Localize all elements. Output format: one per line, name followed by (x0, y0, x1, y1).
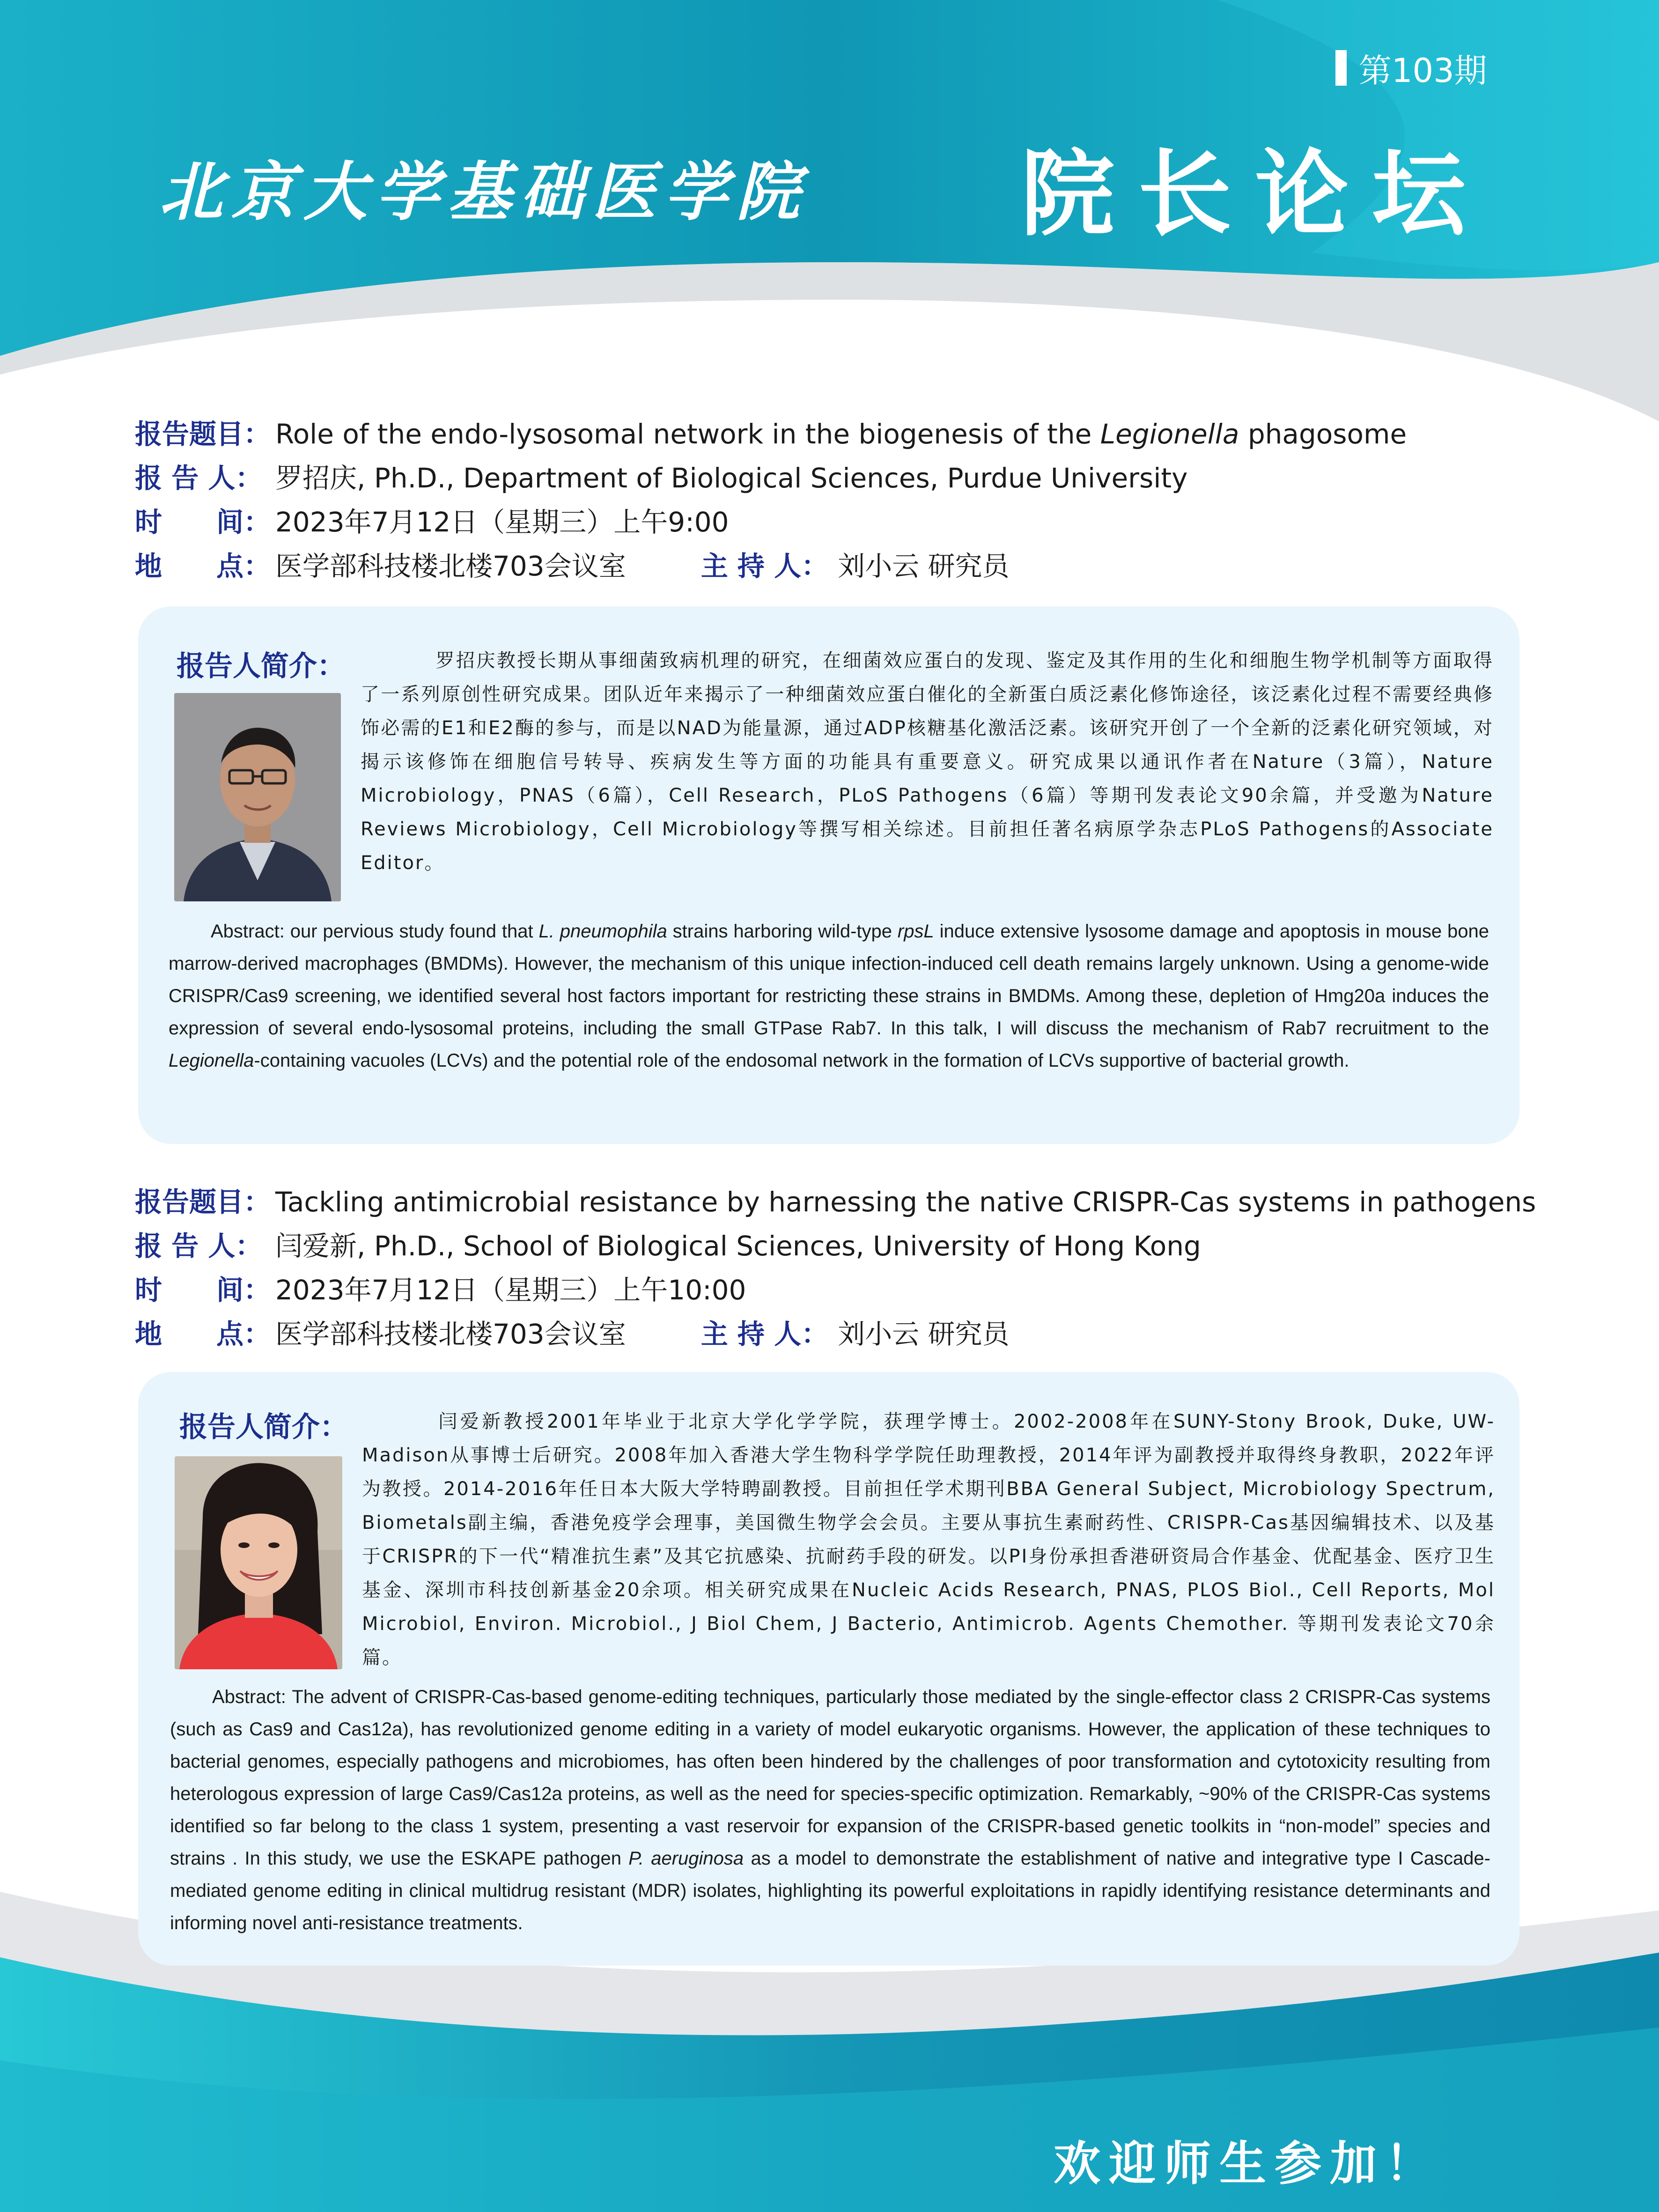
talk-2-host: 刘小云 研究员 (838, 1318, 1010, 1350)
talk-2-topic: Tackling antimicrobial resistance by harnessing the native CRISPR-Cas systems in pathogens (275, 1186, 1536, 1218)
talk-1-topic: Role of the endo-lysosomal network in the biogenesis of the Legionella phagosome (275, 418, 1407, 450)
talk-1-abstract: Abstract: our pervious study found that L. pneumophila strains harboring wild-type rpsL induce extensive lysosome damage and apoptosis in mouse bone marrow-derived macrophages (BMDMs). However, the mechanism of this unique infection-induced cell death remains largely unknown. Using a genome-wide CRISPR/Cas9 screening, we identified several host factors important for restricting these strains in BMDMs. Among these, depletion of Hmg20a induces the expression of several endo-lysosomal proteins, including the small GTPase Rab7. In this talk, I will discuss the mechanism of Rab7 recruitment to the Legionella-containing vacuoles (LCVs) and the potential role of the endosomal network in the formation of LCVs supportive of bacterial growth. (169, 921, 1489, 1071)
issue-bar-decoration (1335, 50, 1347, 86)
topic-label: 报告题目： (135, 1186, 271, 1218)
talk-2-bio-panel (138, 1372, 1519, 1966)
bio-label: 报告人简介： (177, 650, 345, 683)
topic-label: 报告题目： (135, 418, 271, 450)
talk-2-topic-line (135, 1180, 1536, 1224)
talk-2-abstract: Abstract: The advent of CRISPR-Cas-based genome-editing techniques, particularly those mediated by the single-effector class 2 CRISPR-Cas systems (such as Cas9 and Cas12a), has revolutionized genome editing in a variety of model eukaryotic organisms. However, the application of these techniques to bacterial genomes, especially pathogens and microbiomes, has often been hindered by the challenges of poor transformation and cytotoxicity resulting from heterologous expression of large Cas9/Cas12a proteins, as well as the need for species-specific optimization. Remarkably, ~90% of the CRISPR-Cas systems identified so far belong to the class 1 system, presenting a vast reservoir for expansion of the CRISPR-based genetic toolkits in “non-model” species and strains . In this study, we use the ESKAPE pathogen P. aeruginosa as a model to demonstrate the establishment of native and integrative type I Cascade-mediated genome editing in clinical multidrug resistant (MDR) isolates, highlighting its powerful exploitations in rapidly identifying resistance determinants and informing novel anti-resistance treatments. (170, 1687, 1490, 1933)
talk-1-place-line (135, 544, 1407, 588)
host-label: 主 持 人： (700, 550, 829, 582)
speaker-label: 报 告 人： (135, 462, 263, 494)
talk-2-speaker-line (135, 1224, 1536, 1268)
place-label: 地 点： (135, 1318, 271, 1350)
talk-2-place: 医学部科技楼北楼703会议室 (275, 1318, 626, 1350)
talk-1-bio-panel (138, 606, 1519, 1144)
speaker-1-bio: 罗招庆教授长期从事细菌致病机理的研究，在细菌效应蛋白的发现、鉴定及其作用的生化和细胞生物学机制等方面取得了一系列原创性研究成果。团队近年来揭示了一种细菌效应蛋白催化的全新蛋白质泛素化修饰途径，该泛素化过程不需要经典修饰必需的E1和E2酶的参与，而是以NAD为能量源，通过ADP核糖基化激活泛素。该研究开创了一个全新的泛素化研究领域，对揭示该修饰在细胞信号转导、疾病发生等方面的功能具有重要意义。研究成果以通讯作者在Nature（3篇），Nature Microbiology，PNAS（6篇），Cell Research，PLoS Pathogens（6篇）等期刊发表论文90余篇，并受邀为Nature Reviews Microbiology，Cell Microbiology等撰写相关综述。目前担任著名病原学杂志PLoS Pathogens的Associate Editor。 (361, 650, 1494, 874)
speaker-1-photo (174, 693, 341, 901)
place-label: 地 点： (135, 550, 271, 582)
speaker-2-bio: 闫爱新教授2001年毕业于北京大学化学学院，获理学博士。2002-2008年在SUNY-Stony Brook, Duke, UW-Madison从事博士后研究。2008年加入香港大学生物科学学院任助理教授，2014年评为副教授并取得终身教职，2022年评为教授。2014-2016年任日本大阪大学特聘副教授。目前担任学术期刊BBA General Subject, Microbiology Spectrum, Biometals副主编，香港免疫学会理事，美国微生物学会会员。主要从事抗生素耐药性、CRISPR-Cas基因编辑技术、以及基于CRISPR的下一代“精准抗生素”及其它抗感染、抗耐药手段的研发。以PI身份承担香港研资局合作基金、优配基金、医疗卫生基金、深圳市科技创新基金20余项。相关研究成果在Nucleic Acids Research, PNAS, PLOS Biol., Cell Reports, Mol Microbiol, Environ. Microbiol., J Biol Chem, J Bacterio, Antimicrob. Agents Chemother. 等期刊发表论文70余篇。 (362, 1411, 1495, 1668)
talk-2-info (135, 1180, 1536, 1356)
talk-1-host: 刘小云 研究员 (838, 550, 1010, 582)
talk-1-info (135, 412, 1407, 588)
talk-1-place: 医学部科技楼北楼703会议室 (275, 550, 626, 582)
issue-number: 第103期 (1359, 51, 1487, 90)
forum-title: 院长论坛 (1021, 140, 1489, 249)
talk-1-time-line (135, 500, 1407, 544)
speaker-label: 报 告 人： (135, 1230, 263, 1262)
talk-2-time: 2023年7月12日（星期三）上午10:00 (275, 1274, 746, 1306)
welcome-message: 欢迎师生参加！ (1054, 2136, 1440, 2191)
talk-1-topic-line (135, 412, 1407, 456)
talk-2-place-line (135, 1312, 1536, 1356)
time-label: 时 间： (135, 506, 271, 538)
school-title: 北京大学基础医学院 (159, 155, 808, 229)
host-label: 主 持 人： (700, 1318, 829, 1350)
talk-1-time: 2023年7月12日（星期三）上午9:00 (275, 506, 729, 538)
speaker-2-photo (175, 1456, 342, 1669)
talk-1-speaker-line (135, 456, 1407, 500)
talk-1-speaker: 罗招庆, Ph.D., Department of Biological Sciences, Purdue University (275, 462, 1188, 494)
bio-label: 报告人简介： (179, 1411, 348, 1444)
talk-2-time-line (135, 1268, 1536, 1312)
issue-badge (1335, 47, 1487, 89)
talk-2-speaker: 闫爱新, Ph.D., School of Biological Sciences, University of Hong Kong (275, 1230, 1201, 1262)
time-label: 时 间： (135, 1274, 271, 1306)
